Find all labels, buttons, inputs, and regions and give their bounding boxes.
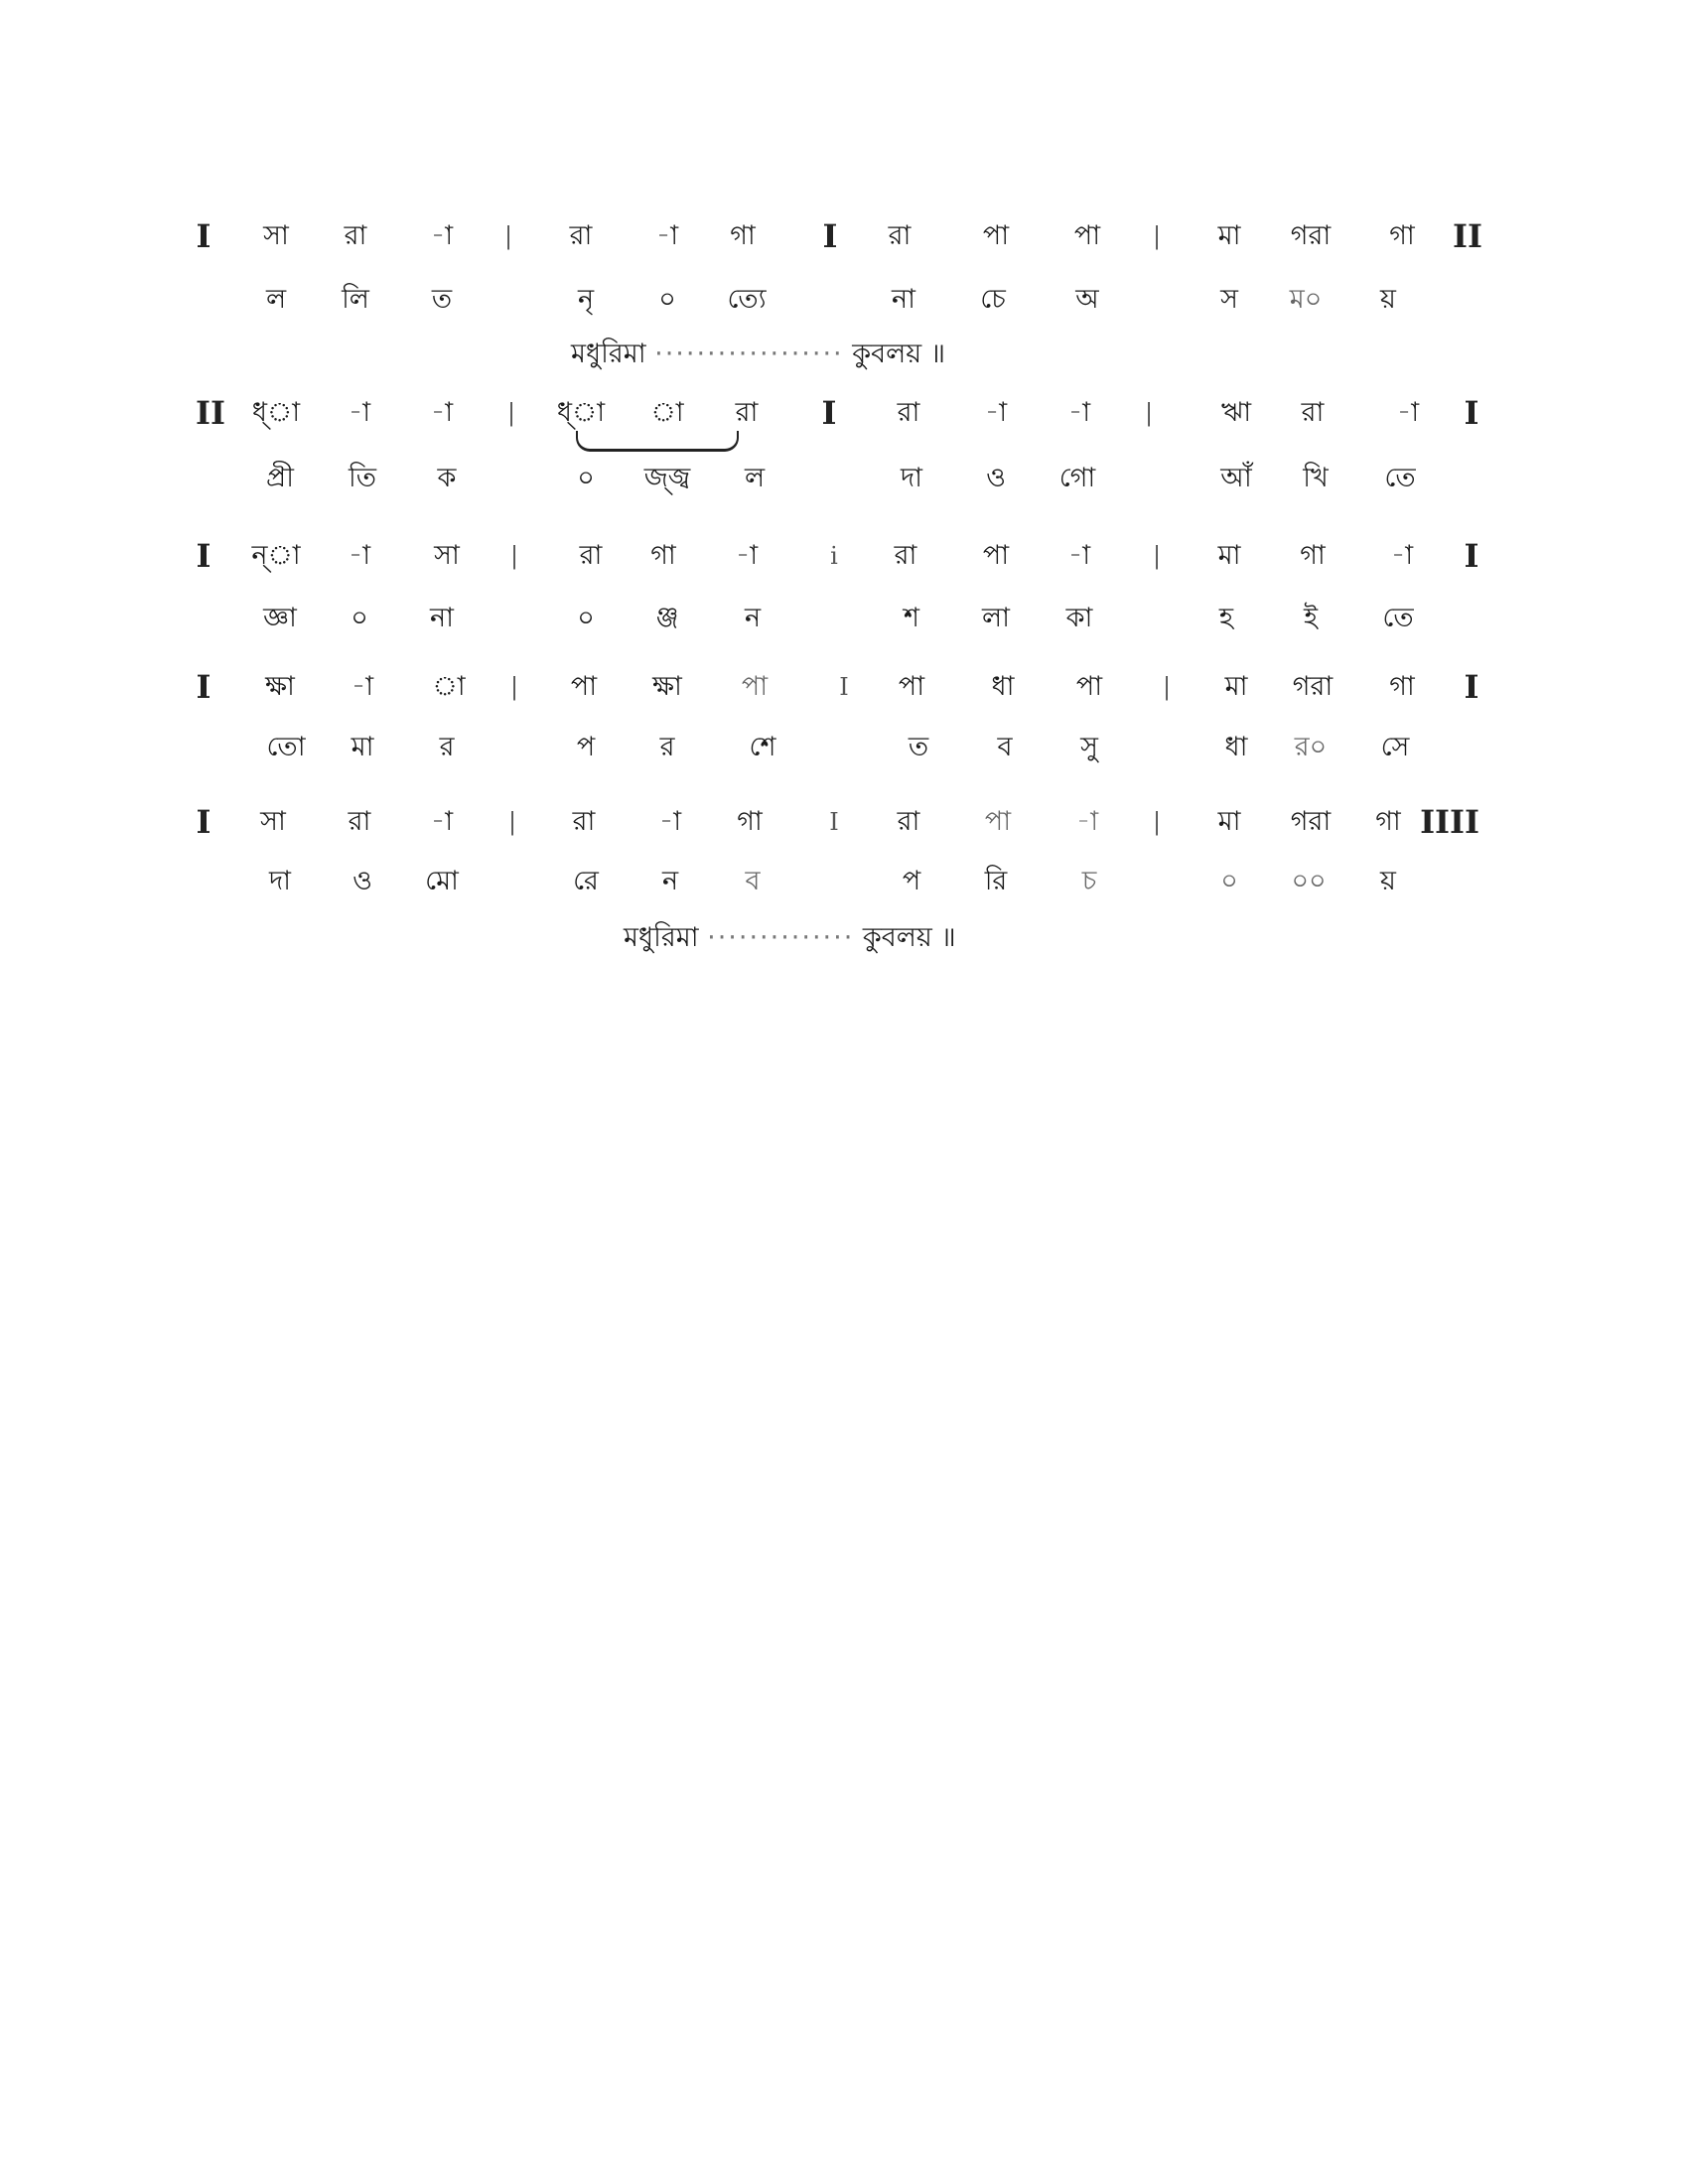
lyric-syllable: ত	[908, 732, 929, 762]
note: রা	[888, 220, 912, 251]
beat-separator: I	[839, 673, 849, 701]
lyric-syllable: ম০	[1289, 284, 1323, 315]
note: -া	[430, 806, 454, 837]
lyric-syllable: প্রী	[266, 463, 294, 493]
note: সা	[260, 806, 286, 837]
beat-separator: |	[1152, 222, 1162, 250]
lyric-syllable: না	[430, 603, 454, 633]
lyric-syllable: ধা	[1224, 732, 1248, 762]
bar-end: I	[1464, 668, 1479, 706]
refrain-end: কুবলয় ॥	[852, 339, 946, 369]
lyrics-row-1	[0, 280, 1688, 320]
bar-separator: I	[821, 394, 837, 432]
bar-end: I	[1464, 537, 1479, 575]
note: -া	[430, 397, 454, 428]
note: রা	[569, 220, 593, 251]
bar-start: II	[196, 394, 225, 432]
lyrics-row-3	[0, 599, 1688, 638]
lyric-syllable: না	[892, 284, 915, 315]
note: মা	[1224, 671, 1248, 702]
beat-separator: |	[1152, 542, 1162, 570]
lyric-syllable: মা	[351, 732, 374, 762]
lyric-syllable: ০	[577, 603, 595, 633]
lyric-syllable: ও	[352, 866, 372, 896]
lyric-syllable: ও	[986, 463, 1006, 493]
lyric-syllable: তে	[1382, 603, 1414, 633]
note: গা	[1389, 220, 1415, 251]
note: -া	[1067, 540, 1091, 571]
note: গা	[1300, 540, 1326, 571]
note: ধ্া	[556, 397, 606, 428]
beat-separator: |	[509, 542, 519, 570]
lyric-syllable: ত্যে	[727, 284, 767, 315]
lyric-syllable: তে	[1384, 463, 1416, 493]
note: গা	[650, 540, 676, 571]
note: রা	[572, 806, 596, 837]
lyric-syllable: হ	[1218, 603, 1234, 633]
lyric-syllable: য়	[1380, 866, 1396, 896]
lyric-syllable: শ	[904, 603, 919, 633]
lyric-syllable: ই	[1303, 603, 1319, 633]
note: া	[650, 397, 684, 428]
refrain-start: মধুরিমা	[571, 339, 646, 369]
lyric-syllable: ০	[577, 463, 595, 493]
lyric-syllable: জ্ঞা	[263, 603, 297, 633]
beat-separator: |	[1144, 399, 1154, 427]
lyric-syllable: সু	[1080, 732, 1098, 762]
lyric-syllable: ঞ্জ	[655, 603, 679, 633]
beat-separator: i	[830, 542, 838, 570]
note: ক্ষা	[652, 671, 682, 702]
lyric-syllable: ন	[661, 866, 679, 896]
lyric-syllable: গো	[1058, 463, 1096, 493]
lyric-syllable: ০	[658, 284, 676, 315]
note: রা	[1301, 397, 1325, 428]
note: গরা	[1290, 806, 1332, 837]
lyrics-row-2	[0, 459, 1688, 498]
lyric-syllable: রে	[573, 866, 599, 896]
bar-start: I	[196, 803, 211, 841]
lyric-syllable: লি	[342, 284, 369, 315]
note: -া	[1390, 540, 1414, 571]
lyric-syllable: তো	[266, 732, 306, 762]
notation-row-5	[0, 802, 1688, 842]
lyric-syllable: প	[902, 866, 921, 896]
note: ন্া	[251, 540, 301, 571]
note: গা	[1389, 671, 1415, 702]
lyrics-row-4	[0, 728, 1688, 767]
beat-separator: |	[503, 222, 513, 250]
note: -া	[984, 397, 1008, 428]
note: -া	[1067, 397, 1091, 428]
note: রা	[344, 220, 367, 251]
note: ধ্া	[251, 397, 301, 428]
lyric-syllable: মো	[425, 866, 459, 896]
lyric-syllable: ০	[1220, 866, 1238, 896]
refrain-line-1	[571, 335, 945, 374]
lyric-syllable: স	[1220, 284, 1238, 315]
lyric-syllable: চ	[1081, 866, 1097, 896]
note: রা	[894, 540, 917, 571]
note: পা	[1075, 671, 1103, 702]
note: পা	[982, 540, 1010, 571]
lyric-syllable: লা	[982, 603, 1010, 633]
beat-separator: I	[829, 808, 839, 836]
note: রা	[348, 806, 371, 837]
note: -া	[348, 397, 371, 428]
slur-mark	[576, 431, 739, 452]
note: মা	[1217, 540, 1241, 571]
note: -া	[430, 220, 454, 251]
lyric-syllable: সে	[1380, 732, 1410, 762]
note: পা	[1073, 220, 1101, 251]
lyric-syllable: ত	[431, 284, 453, 315]
note: মা	[1217, 220, 1241, 251]
note: -া	[655, 220, 679, 251]
bar-end: IIII	[1420, 803, 1479, 841]
beat-separator: |	[509, 673, 519, 701]
lyric-syllable: র	[659, 732, 675, 762]
lyric-syllable: ০	[351, 603, 368, 633]
bar-start: I	[196, 668, 211, 706]
lyric-syllable: ন	[744, 603, 762, 633]
beat-separator: |	[1162, 673, 1172, 701]
bar-start: I	[196, 537, 211, 575]
note: গরা	[1290, 220, 1332, 251]
refrain-end: কুবলয় ॥	[862, 922, 956, 953]
notation-row-1	[0, 216, 1688, 256]
lyric-syllable: ল	[744, 463, 766, 493]
bar-start: I	[196, 217, 211, 255]
note: গা	[737, 806, 763, 837]
lyric-syllable: র	[439, 732, 455, 762]
lyric-syllable: দা	[900, 463, 923, 493]
lyric-syllable: রি	[984, 866, 1008, 896]
note: পা	[741, 671, 769, 702]
note: -া	[351, 671, 374, 702]
note: পা	[982, 220, 1010, 251]
bar-separator: I	[822, 217, 838, 255]
refrain-dots: ··················	[654, 339, 844, 369]
lyric-syllable: প	[576, 732, 596, 762]
note: গরা	[1292, 671, 1334, 702]
bar-end: II	[1453, 217, 1482, 255]
lyric-syllable: য়	[1380, 284, 1396, 315]
lyric-syllable: আঁ	[1220, 463, 1252, 493]
note: পা	[570, 671, 598, 702]
note: পা	[984, 806, 1012, 837]
note: গা	[1375, 806, 1401, 837]
notation-row-4	[0, 667, 1688, 707]
lyric-syllable: শে	[749, 732, 776, 762]
refrain-line-2	[624, 918, 956, 958]
note: রা	[579, 540, 603, 571]
note: রা	[897, 397, 920, 428]
lyric-syllable: নৃ	[577, 284, 595, 315]
note: ধা	[991, 671, 1015, 702]
lyric-syllable: ক	[437, 463, 457, 493]
note: া	[432, 671, 466, 702]
note: ঋা	[1220, 397, 1252, 428]
lyric-syllable: ০০	[1291, 866, 1327, 896]
note: রা	[897, 806, 920, 837]
note: -া	[348, 540, 371, 571]
note: সা	[434, 540, 460, 571]
lyric-syllable: র০	[1294, 732, 1328, 762]
note: -া	[1075, 806, 1099, 837]
note: -া	[1396, 397, 1420, 428]
beat-separator: |	[1152, 808, 1162, 836]
lyric-syllable: চে	[980, 284, 1006, 315]
note: মা	[1217, 806, 1241, 837]
bar-end: I	[1464, 394, 1479, 432]
beat-separator: |	[507, 808, 517, 836]
lyric-syllable: ল	[265, 284, 287, 315]
note: ক্ষা	[265, 671, 295, 702]
note: -া	[735, 540, 759, 571]
beat-separator: |	[506, 399, 516, 427]
refrain-start: মধুরিমা	[624, 922, 699, 953]
lyric-syllable: জ্জ্ব	[643, 463, 691, 493]
lyric-syllable: দা	[268, 866, 292, 896]
lyric-syllable: তি	[349, 463, 376, 493]
refrain-dots: ··············	[707, 922, 855, 953]
note: গা	[730, 220, 756, 251]
lyric-syllable: ব	[745, 866, 761, 896]
lyric-syllable: কা	[1065, 603, 1093, 633]
note: সা	[263, 220, 289, 251]
note: -া	[658, 806, 682, 837]
note: রা	[735, 397, 759, 428]
notation-row-3	[0, 536, 1688, 576]
lyrics-row-5	[0, 862, 1688, 901]
note: পা	[898, 671, 925, 702]
lyric-syllable: খি	[1303, 463, 1329, 493]
lyric-syllable: ব	[997, 732, 1013, 762]
lyric-syllable: অ	[1075, 284, 1099, 315]
notation-row-2	[0, 393, 1688, 433]
